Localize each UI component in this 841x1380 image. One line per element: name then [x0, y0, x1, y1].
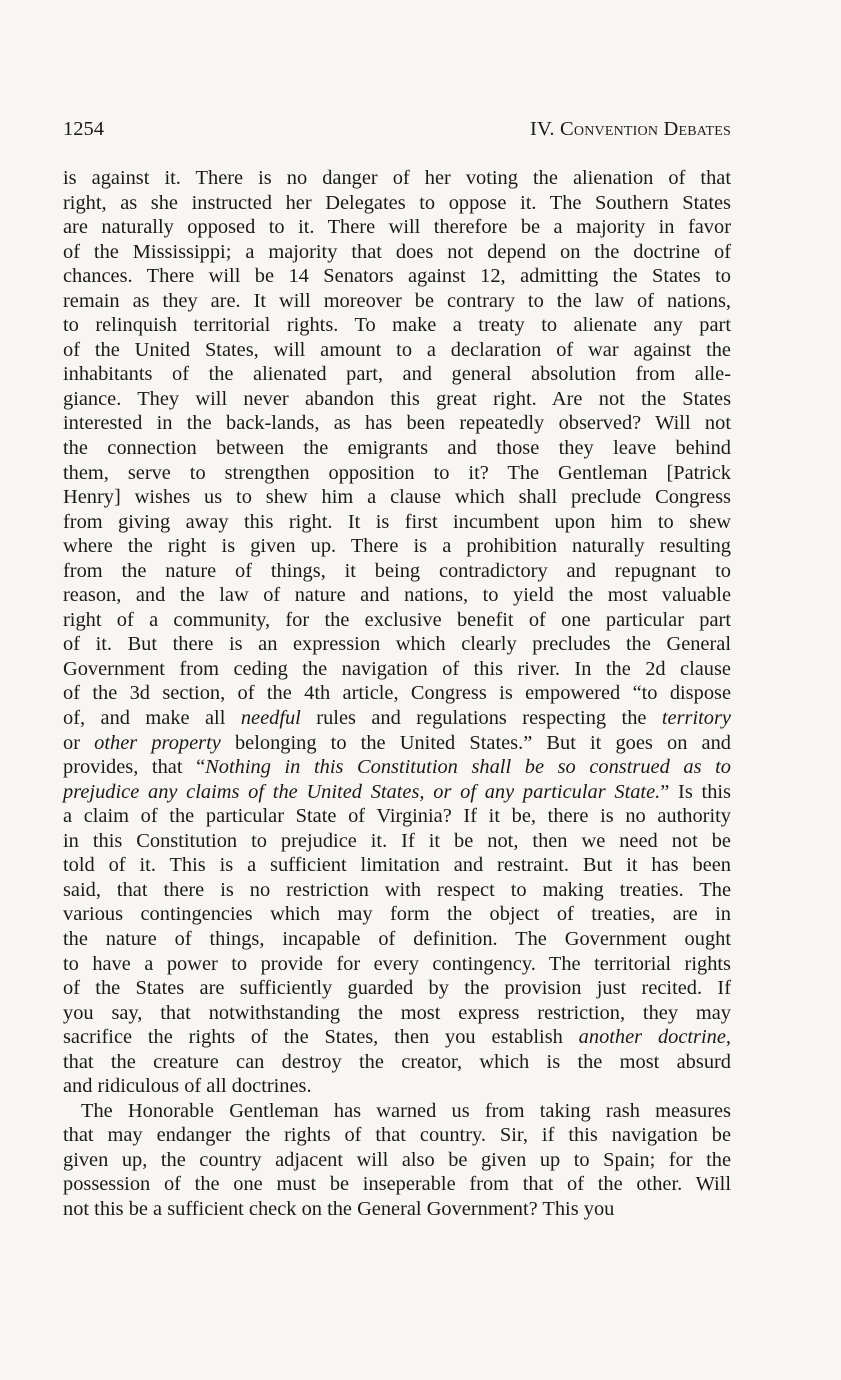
text-line: right of a community, for the exclusive benefit of one particular part	[63, 608, 731, 631]
text-line: right, as she instructed her Delegates to oppose it. The Southern States	[63, 191, 731, 214]
text-line: of it. But there is an expression which clearly precludes the General	[63, 633, 731, 656]
text-line: interested in the back-lands, as has been repeatedly observed? Will not	[63, 412, 731, 435]
text-line: or other property belonging to the United States.” But it goes on and	[63, 731, 731, 754]
text-line: reason, and the law of nature and nations, to yield the most valuable	[63, 584, 731, 607]
text-line: a claim of the particular State of Virginia? If it be, there is no authority	[63, 805, 731, 828]
page-header	[63, 118, 731, 144]
text-line: of the States are sufficiently guarded by the provision just recited. If	[63, 977, 731, 1000]
text-line: to relinquish territorial rights. To make a treaty to alienate any part	[63, 314, 731, 337]
text-line: you say, that notwithstanding the most express restriction, they may	[63, 1001, 731, 1024]
text-line: inhabitants of the alienated part, and general absolution from alle-	[63, 363, 731, 386]
body-text	[63, 166, 731, 1222]
text-line: not this be a sufficient check on the General Government? This you	[63, 1197, 615, 1220]
text-line: from the nature of things, it being contradictory and repugnant to	[63, 559, 731, 582]
text-line: possession of the one must be inseperable from that of the other. Will	[63, 1173, 731, 1196]
text-line: are naturally opposed to it. There will therefore be a majority in favor	[63, 216, 731, 239]
text-line: the nature of things, incapable of definition. The Government ought	[63, 927, 731, 950]
text-line: them, serve to strengthen opposition to it? The Gentleman [Patrick	[63, 461, 731, 484]
text-line: The Honorable Gentleman has warned us from taking rash measures	[81, 1099, 731, 1122]
text-line: that the creature can destroy the creator, which is the most absurd	[63, 1050, 731, 1073]
text-line: to have a power to provide for every contingency. The territorial rights	[63, 952, 731, 975]
text-line: given up, the country adjacent will also be given up to Spain; for the	[63, 1148, 731, 1171]
running-head: IV. Convention Debates	[529, 118, 731, 140]
text-line: chances. There will be 14 Senators against 12, admitting the States to	[63, 265, 731, 288]
text-line: and ridiculous of all doctrines.	[63, 1075, 312, 1098]
text-line: of, and make all needful rules and regulations respecting the territory	[63, 707, 731, 730]
text-line: various contingencies which may form the object of treaties, are in	[63, 903, 731, 926]
text-line: Government from ceding the navigation of this river. In the 2d clause	[63, 657, 731, 680]
paragraph	[63, 1099, 731, 1222]
text-line: of the United States, will amount to a declaration of war against the	[63, 338, 731, 361]
text-line: told of it. This is a sufficient limitation and restraint. But it has been	[63, 854, 731, 877]
text-line: said, that there is no restriction with respect to making treaties. The	[63, 878, 731, 901]
text-line: that may endanger the rights of that country. Sir, if this navigation be	[63, 1124, 731, 1147]
text-line: provides, that “Nothing in this Constitution shall be so construed as to	[63, 756, 731, 779]
page-number: 1254	[63, 118, 104, 140]
text-line: remain as they are. It will moreover be contrary to the law of nations,	[63, 289, 731, 312]
text-line: the connection between the emigrants and those they leave behind	[63, 437, 731, 460]
text-line: sacrifice the rights of the States, then you establish another doctrine,	[63, 1026, 731, 1049]
text-line: from giving away this right. It is first incumbent upon him to shew	[63, 510, 731, 533]
text-line: in this Constitution to prejudice it. If it be not, then we need not be	[63, 829, 731, 852]
text-line: of the 3d section, of the 4th article, Congress is empowered “to dispose	[63, 682, 731, 705]
paragraph	[63, 166, 731, 1099]
text-line: is against it. There is no danger of her voting the alienation of that	[63, 167, 731, 189]
text-line: prejudice any claims of the United States, or of any particular State.” Is this	[63, 780, 731, 803]
text-line: where the right is given up. There is a prohibition naturally resulting	[63, 535, 731, 558]
text-line: giance. They will never abandon this great right. Are not the States	[63, 387, 731, 410]
text-line: of the Mississippi; a majority that does not depend on the doctrine of	[63, 240, 731, 263]
text-line: Henry] wishes us to shew him a clause which shall preclude Congress	[63, 486, 731, 509]
